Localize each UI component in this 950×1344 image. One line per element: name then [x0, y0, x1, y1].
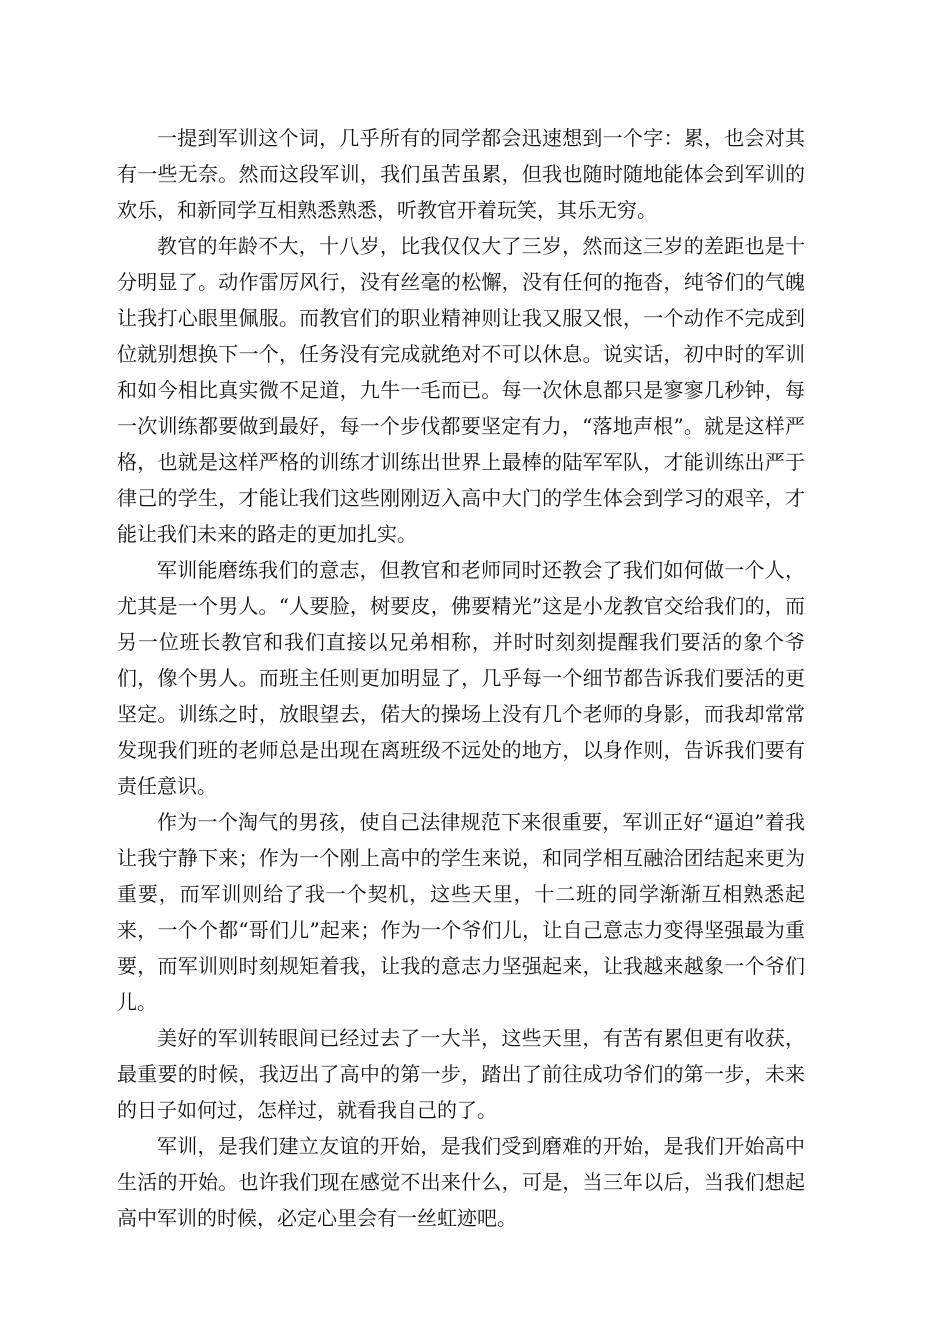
paragraph-2: 教官的年龄不大，十八岁，比我仅仅大了三岁，然而这三岁的差距也是十分明显了。动作雷厉风行，没有丝毫的松懈，没有任何的拖沓，纯爷们的气魄让我打心眼里佩服。而教官们的职业精神则让我又服又恨，一个动作不完成到位就别想换下一个，任务没有完成就绝对不可以休息。说实话，初中时的军训和如今相比真实微不足道，九牛一毛而已。每一次休息都只是寥寥几秒钟，每一次训练都要做到最好，每一个步伐都要坚定有力，“落地声根”。就是这样严格，也就是这样严格的训练才训练出世界上最棒的陆军军队，才能训练出严于律己的学生，才能让我们这些刚刚迈入高中大门的学生体会到学习的艰辛，才能让我们未来的路走的更加扎实。 — [117, 234, 805, 546]
paragraph-3: 军训能磨练我们的意志，但教官和老师同时还教会了我们如何做一个人，尤其是一个男人。“人要脸，树要皮，佛要精光”这是小龙教官交给我们的，而另一位班长教官和我们直接以兄弟相称，并时时刻刻提醒我们要活的象个爷们，像个男人。而班主任则更加明显了，几乎每一个细节都告诉我们要活的更坚定。训练之时，放眼望去，偌大的操场上没有几个老师的身影，而我却常常发现我们班的老师总是出现在离班级不远处的地方，以身作则，告诉我们要有责任意识。 — [117, 558, 805, 798]
paragraph-5: 美好的军训转眼间已经过去了一大半，这些天里，有苦有累但更有收获，最重要的时候，我迈出了高中的第一步，踏出了前往成功爷们的第一步，未来的日子如何过，怎样过，就看我自己的了。 — [117, 1026, 805, 1122]
paragraph-6: 军训，是我们建立友谊的开始，是我们受到磨难的开始，是我们开始高中生活的开始。也许我们现在感觉不出来什么，可是，当三年以后，当我们想起高中军训的时候，必定心里会有一丝虹迹吧。 — [117, 1134, 805, 1230]
paragraph-1: 一提到军训这个词，几乎所有的同学都会迅速想到一个字：累，也会对其有一些无奈。然而这段军训，我们虽苦虽累，但我也随时随地能体会到军训的欢乐，和新同学互相熟悉熟悉，听教官开着玩笑，其乐无穷。 — [117, 126, 805, 222]
essay-body — [117, 120, 805, 1236]
paragraph-4: 作为一个淘气的男孩，使自己法律规范下来很重要，军训正好“逼迫”着我让我宁静下来；作为一个刚上高中的学生来说，和同学相互融洽团结起来更为重要，而军训则给了我一个契机，这些天里，十二班的同学渐渐互相熟悉起来，一个个都“哥们儿”起来；作为一个爷们儿，让自己意志力变得坚强最为重要，而军训则时刻规矩着我，让我的意志力坚强起来，让我越来越象一个爷们儿。 — [117, 810, 805, 1014]
